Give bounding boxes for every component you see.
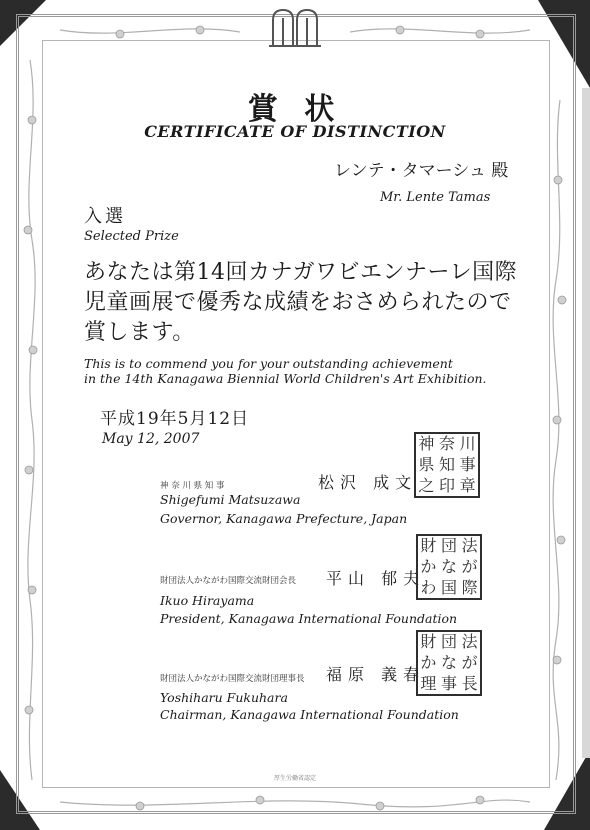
issue-date-en: May 12, 2007 — [102, 431, 200, 447]
emblem-icon — [265, 6, 325, 50]
award-name-en: Selected Prize — [84, 229, 179, 244]
recipient-name-jp: レンテ・タマーシュ 殿 — [334, 161, 509, 181]
signatory-name-jp: 平山 郁夫 — [326, 569, 426, 588]
official-seal-stamp: 財 団 法 か な が 理 事 長 — [416, 630, 482, 696]
recipient-name-en: Mr. Lente Tamas — [380, 190, 491, 205]
signatory-name-jp: 松沢 成文 — [318, 473, 418, 492]
signatory-name-jp: 福原 義春 — [326, 665, 426, 684]
signatory-role-jp: 財団法人かながわ国際交流財団理事長 — [160, 674, 305, 684]
footer-note: 厚生労働省認定 — [273, 775, 316, 782]
signatory-name-en: Ikuo Hirayama — [160, 593, 255, 608]
citation-line-2: in the 14th Kanagawa Biennial World Children's Art Exhibition. — [84, 371, 487, 386]
official-seal-stamp: 財 団 法 か な が わ 国 際 — [416, 534, 482, 600]
signatory-role-jp: 財団法人かながわ国際交流財団会長 — [160, 576, 297, 586]
signatory-name-en: Shigefumi Matsuzawa — [160, 492, 301, 507]
signatory-name-en: Yoshiharu Fukuhara — [160, 690, 288, 705]
signatory-role-jp: 神 奈 川 県 知 事 — [160, 481, 225, 491]
official-seal-stamp: 神 奈 川 県 知 事 之 印 章 — [414, 432, 480, 498]
issue-date-jp: 平成19年5月12日 — [100, 409, 250, 429]
certificate-title: 賞 状 — [247, 92, 343, 127]
citation-text-en — [84, 356, 487, 386]
citation-text-jp: あなたは第14回カナガワビエンナーレ国際児童画展で優秀な成績をおさめられたので賞します。 — [84, 260, 518, 345]
signatory-title-en: Chairman, Kanagawa International Foundation — [160, 707, 459, 722]
certificate-subtitle: CERTIFICATE OF DISTINCTION — [144, 122, 446, 141]
signatory-title-en: President, Kanagawa International Foundation — [160, 611, 458, 626]
citation-line-1: This is to commend you for your outstanding achievement — [84, 356, 453, 371]
signatory-title-en: Governor, Kanagawa Prefecture, Japan — [160, 511, 408, 526]
award-name-jp: 入選 — [84, 206, 126, 227]
